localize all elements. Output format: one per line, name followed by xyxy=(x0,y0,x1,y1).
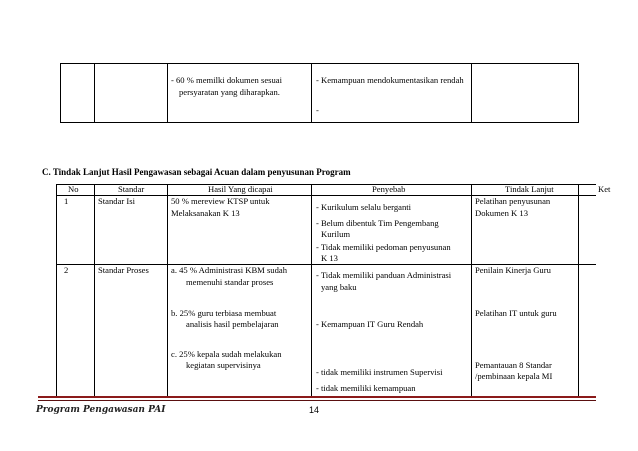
row2-no: 2 xyxy=(64,265,69,275)
table-col-line xyxy=(94,184,95,396)
row1-hasil-line: Melaksanakan K 13 xyxy=(171,208,240,218)
footer-rule-red xyxy=(38,396,596,398)
top-penyebab-line1: - Kemampuan mendokumentasikan rendah xyxy=(316,75,464,85)
row2-hasil-line: c. 25% kepala sudah melakukan xyxy=(171,349,282,359)
top-table-col-line xyxy=(167,63,168,123)
table-col-line xyxy=(578,184,579,396)
row2-standar: Standar Proses xyxy=(98,265,149,275)
header-ket: Ket xyxy=(598,184,611,194)
table-col-line xyxy=(471,184,472,396)
top-table-col-line xyxy=(471,63,472,123)
top-penyebab-line2: - xyxy=(316,105,319,115)
row1-penyebab-line: - Tidak memiliki pedoman penyusunan xyxy=(316,242,451,252)
row1-no: 1 xyxy=(64,196,69,206)
top-table-col-line xyxy=(60,63,61,123)
row1-tindak-line: Pelatihan penyusunan xyxy=(475,196,551,206)
row1-tindak-line: Dokumen K 13 xyxy=(475,208,528,218)
row2-hasil-line: a. 45 % Administrasi KBM sudah xyxy=(171,265,288,275)
row2-penyebab-line: - Tidak memiliki panduan Administrasi xyxy=(316,270,452,280)
row1-penyebab-line: K 13 xyxy=(321,253,338,263)
row2-tindak-line: Pelatihan IT untuk guru xyxy=(475,308,557,318)
header-tindak-lanjut: Tindak Lanjut xyxy=(505,184,554,194)
row2-hasil-line: kegiatan supervisinya xyxy=(186,360,261,370)
table-col-line xyxy=(311,184,312,396)
header-penyebab: Penyebab xyxy=(372,184,406,194)
top-table-border-top xyxy=(60,63,579,64)
row2-hasil-line: b. 25% guru terbiasa membuat xyxy=(171,308,277,318)
header-standar: Standar xyxy=(118,184,145,194)
top-table-col-line xyxy=(311,63,312,123)
top-table-col-line xyxy=(578,63,579,123)
header-hasil: Hasil Yang dicapai xyxy=(208,184,273,194)
table-col-line xyxy=(167,184,168,396)
row1-penyebab-line: - Kurikulum selalu berganti xyxy=(316,202,412,212)
row1-penyebab-line: Kurilum xyxy=(321,229,351,239)
header-no: No xyxy=(68,184,79,194)
row2-penyebab-line: - Kemampuan IT Guru Rendah xyxy=(316,319,424,329)
top-hasil-line1: - 60 % memilki dokumen sesuai xyxy=(171,75,282,85)
section-heading: C. Tindak Lanjut Hasil Pengawasan sebagai Acuan dalam penyusunan Program xyxy=(42,167,351,177)
top-hasil-line2: persyaratan yang diharapkan. xyxy=(179,87,280,97)
row1-hasil-line: 50 % mereview KTSP untuk xyxy=(171,196,270,206)
row2-penyebab-line: - tidak memiliki instrumen Supervisi xyxy=(316,367,443,377)
row1-penyebab-line: - Belum dibentuk Tim Pengembang xyxy=(316,218,439,228)
table-col-line xyxy=(56,184,57,396)
row2-tindak-line: /pembinaan kepala MI xyxy=(475,371,553,381)
row2-hasil-line: memenuhi standar proses xyxy=(186,277,274,287)
footer-rule-dark xyxy=(38,400,596,401)
top-table-border-bottom xyxy=(60,122,579,123)
row2-hasil-line: analisis hasil pembelajaran xyxy=(186,319,279,329)
row2-tindak-line: Pemantauan 8 Standar xyxy=(475,360,552,370)
row1-standar: Standar Isi xyxy=(98,196,135,206)
top-table-col-line xyxy=(94,63,95,123)
page-number: 14 xyxy=(309,405,320,415)
row2-tindak-line: Penilain Kinerja Guru xyxy=(475,265,551,275)
row2-penyebab-line: - tidak memiliki kemampuan xyxy=(316,383,416,393)
footer-title: Program Pengawasan PAI xyxy=(36,405,166,415)
row2-penyebab-line: yang baku xyxy=(321,282,357,292)
